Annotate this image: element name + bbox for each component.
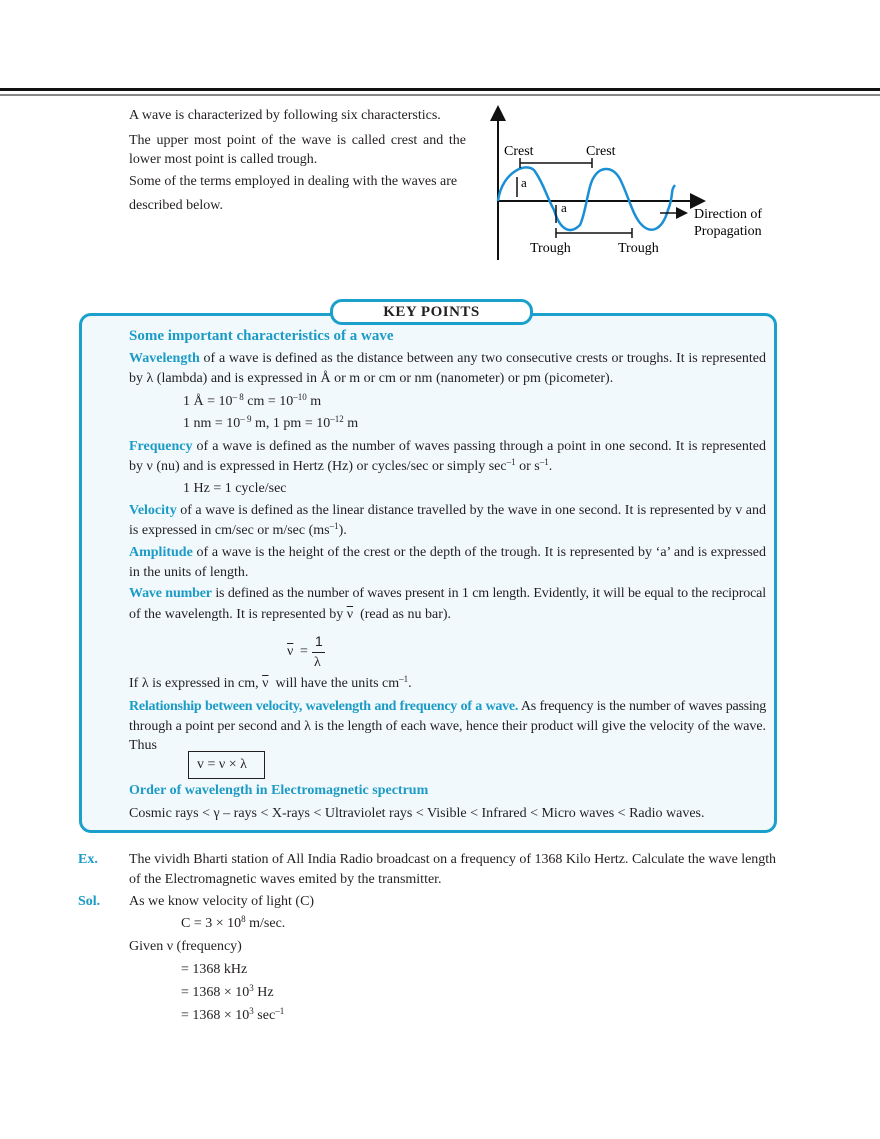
solution-line: = 1368 kHz [181, 962, 248, 977]
text-fragment: = 1368 × 10 [181, 985, 250, 1000]
key-points-label: KEY POINTS [330, 299, 533, 325]
solution-label: Sol. [78, 894, 101, 909]
text-fragment: = [300, 644, 308, 659]
text-fragment: v = ν × λ [197, 757, 247, 772]
text-fragment: Hz [253, 985, 274, 1000]
text-fragment: of a wave is defined as the number of waves passing through a point in one second. It is represented [192, 439, 766, 454]
solution-line: Given ν (frequency) [129, 939, 242, 954]
text-fragment: –1 [329, 521, 339, 531]
text-fragment: sec [253, 1008, 276, 1023]
example-label: Ex. [78, 852, 98, 867]
text-fragment: –1 [539, 457, 549, 467]
text-fragment: is defined as the number of waves present in 1 cm length. Evidently, it will be equal to the reciprocal [211, 586, 766, 601]
header-rule [0, 88, 880, 91]
example-text: The vividh Bharti station of All India Radio broadcast on a frequency of 1368 Kilo Hertz. Calculate the wave length [129, 852, 776, 867]
text-fragment: C = 3 × 10 [181, 916, 242, 931]
wave-number-line [129, 585, 766, 603]
text-fragment: Frequency [129, 439, 193, 454]
text-fragment: of a wave is the height of the crest or the depth of the trough. It is represented by ‘a’ and is expressed [192, 545, 766, 560]
text-fragment: –1 [399, 674, 409, 684]
equation [183, 415, 358, 433]
amplitude-line: in the units of length. [129, 565, 249, 580]
order-heading: Order of wavelength in Electromagnetic spectrum [129, 783, 429, 798]
crest-label: Crest [504, 144, 534, 159]
text-fragment: Amplitude [129, 545, 193, 560]
section-heading: Some important characteristics of a wave [129, 328, 394, 344]
intro-line: described below. [129, 198, 223, 213]
wavelength-line: by λ (lambda) and is expressed in Å or m or cm or nm (nanometer) or pm (picometer). [129, 371, 614, 386]
text-fragment: λ [314, 655, 321, 670]
text-fragment: m [306, 394, 322, 409]
solution-line: As we know velocity of light (C) [129, 894, 315, 909]
term: Wavelength [129, 351, 200, 366]
text-fragment: 3 [249, 1006, 254, 1016]
frequency-line [129, 438, 766, 456]
text-fragment: –1 [275, 1006, 285, 1016]
intro-line: A wave is characterized by following six characterstics. [129, 108, 441, 123]
trough-label: Trough [530, 241, 571, 256]
wave-number-formula [287, 633, 332, 673]
wavelength-line [129, 350, 766, 368]
relationship-line: through a point per second and λ is the length of each wave, hence their product will give the velocity of the wave. [129, 719, 766, 734]
text-fragment: of the wavelength. It is represented by [129, 607, 347, 622]
equation [183, 393, 321, 411]
text-fragment: . [408, 676, 412, 691]
text-fragment: . [548, 459, 553, 474]
text-fragment: If λ is expressed in cm, [129, 676, 263, 691]
text-fragment: (read as nu bar). [353, 607, 452, 622]
text-fragment: cm = 10 [243, 394, 294, 409]
velocity-line [129, 502, 766, 520]
text-fragment: ). [338, 523, 347, 538]
trough-label: Trough [618, 241, 659, 256]
text-fragment: As frequency is the number of waves passing [518, 699, 766, 714]
solution-line [181, 915, 285, 933]
frequency-line [129, 458, 766, 476]
text-fragment: $\overline{\nu}$ [262, 676, 269, 691]
amplitude-label: a [561, 200, 567, 215]
text-fragment: $\overline{\nu}$ [346, 607, 354, 622]
text-fragment: of a wave is defined as the linear distance travelled by the wave in one second. It is represented by v and [176, 503, 766, 518]
units-line [129, 675, 412, 693]
direction-label: Direction of [694, 207, 763, 222]
text-fragment: – 9 [240, 414, 252, 424]
equation: 1 Hz = 1 cycle/sec [183, 481, 287, 496]
text-fragment: Relationship between velocity, wavelength and frequency of a wave. [129, 699, 519, 714]
text-fragment: –10 [293, 392, 307, 402]
text-fragment: 1 nm = 10 [183, 416, 241, 431]
wave-diagram [480, 95, 780, 265]
text-fragment: Velocity [129, 503, 177, 518]
text-fragment: –1 [506, 457, 516, 467]
text-fragment: $\overline{\nu}$ [287, 644, 294, 659]
amplitude-label: a [521, 175, 527, 190]
relationship-line [129, 698, 766, 716]
text-fragment: 3 [249, 983, 254, 993]
fraction-bar [312, 652, 325, 653]
direction-label: Propagation [694, 224, 762, 239]
text-fragment: by ν (nu) and is expressed in Hertz (Hz) or cycles/sec or simply sec [129, 459, 507, 474]
boxed-equation [188, 751, 265, 779]
solution-line [181, 984, 274, 1002]
text: of a wave is defined as the distance between any two consecutive crests or troughs. It is represented [199, 351, 766, 366]
intro-line: The upper most point of the wave is called crest and the [129, 133, 466, 148]
velocity-line [129, 522, 347, 540]
example-text: of the Electromagnetic waves emited by the transmitter. [129, 872, 442, 887]
crest-label: Crest [586, 144, 616, 159]
text-fragment: is expressed in cm/sec or m/sec (ms [129, 523, 330, 538]
solution-line [181, 1007, 284, 1025]
text-fragment: m [343, 416, 359, 431]
text-fragment: Wave number [129, 586, 212, 601]
order-line: Cosmic rays < γ – rays < X-rays < Ultraviolet rays < Visible < Infrared < Micro waves < Radio waves. [129, 806, 705, 821]
text-fragment: m, 1 pm = 10 [251, 416, 331, 431]
intro-line: lower most point is called trough. [129, 152, 318, 167]
text-fragment: 1 Å = 10 [183, 394, 233, 409]
wave-number-line [129, 606, 451, 624]
text-fragment: 1 [315, 633, 323, 649]
relationship-line: Thus [129, 738, 157, 753]
text-fragment: – 8 [232, 392, 244, 402]
intro-line: Some of the terms employed in dealing with the waves are [129, 174, 458, 189]
text-fragment: = 1368 × 10 [181, 1008, 250, 1023]
text-fragment: will have the units cm [268, 676, 400, 691]
text-fragment: 8 [241, 914, 246, 924]
amplitude-line [129, 544, 766, 562]
text-fragment: –12 [330, 414, 344, 424]
text-fragment: m/sec. [245, 916, 286, 931]
text-fragment: or s [515, 459, 540, 474]
